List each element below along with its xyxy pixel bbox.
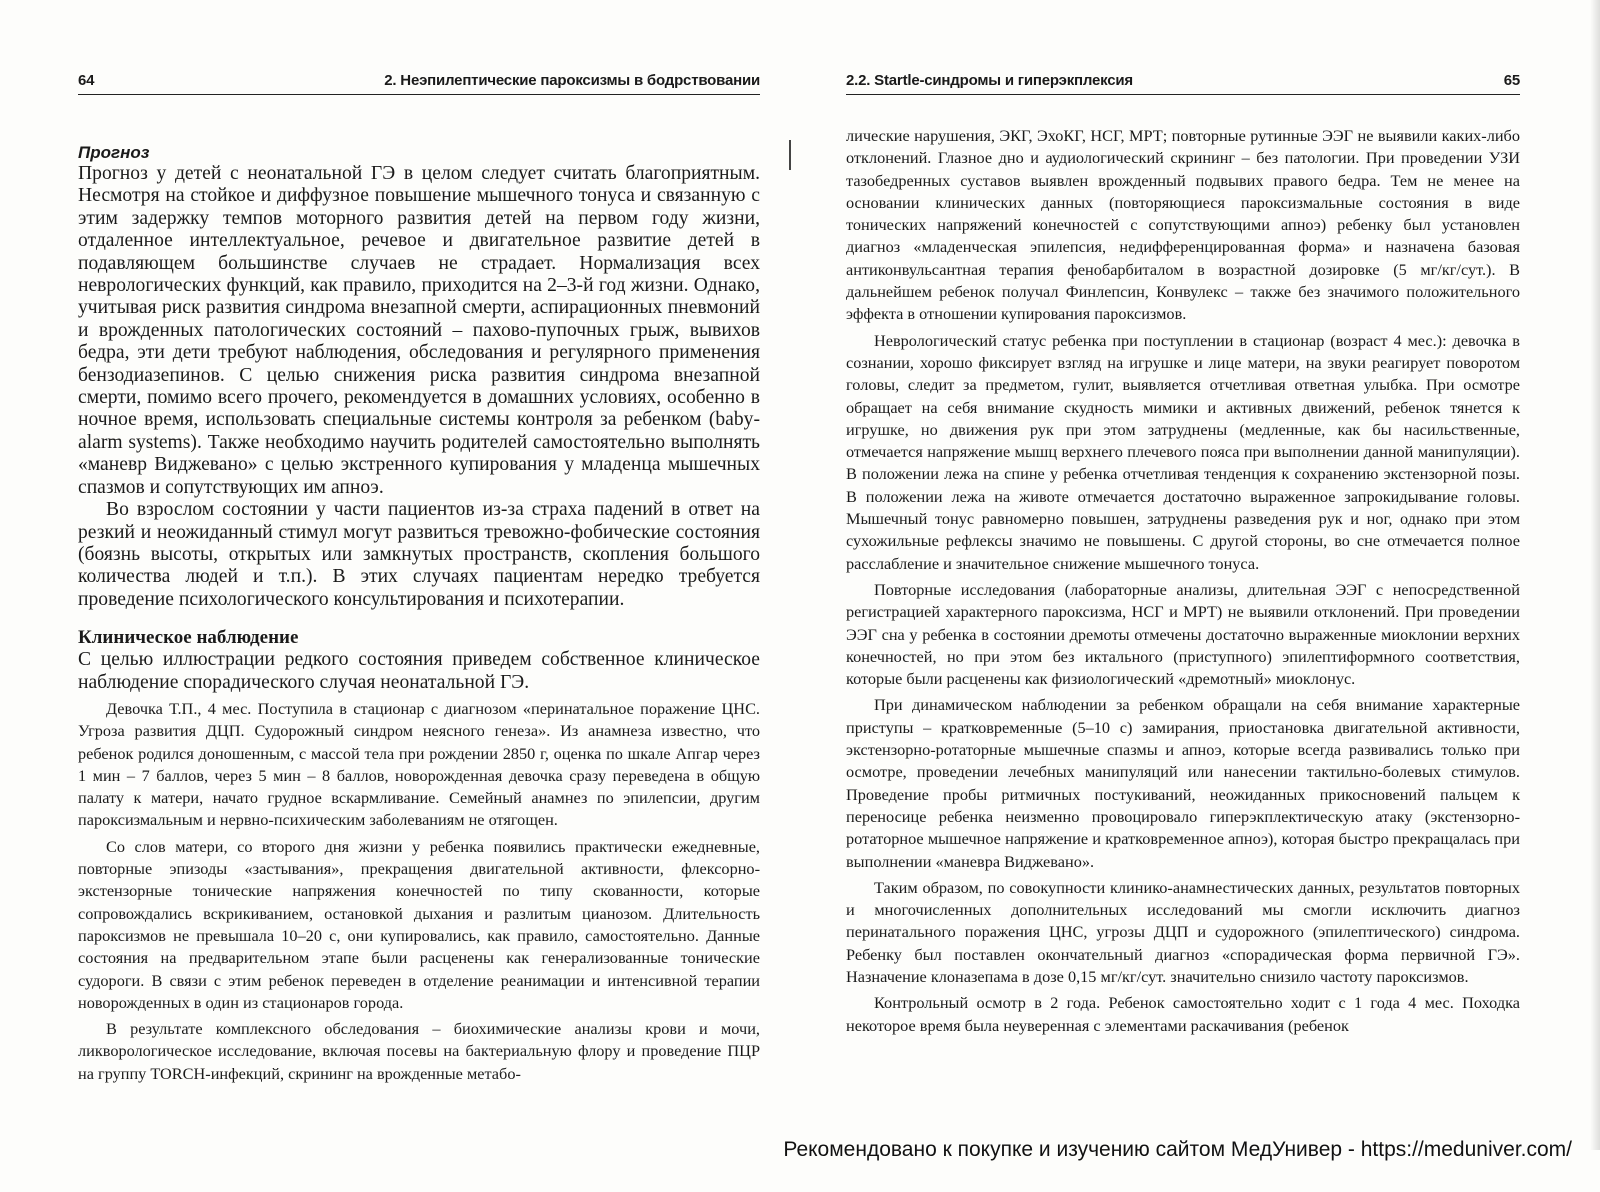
footer-watermark-text: Рекомендовано к покупке и изучению сайтом МедУнивер - https://meduniver.com/ — [783, 1138, 1572, 1161]
case-intro: С целью иллюстрации редкого состояния приведем собственное клиническое наблюдение спорадического случая неонатальной ГЭ. — [78, 649, 760, 693]
right-page-number: 65 — [1503, 72, 1520, 89]
right-running-header — [846, 72, 1520, 95]
case-paragraph-2: Со слов матери, со второго дня жизни у ребенка появились практически ежедневные, повторные эпизоды «застывания», прекращения двигательной активности, флексорно-экстензорные тонические напряжения конечностей по типу скованности, которые сопровождались вскрикиванием, остановкой дыхания и разлитым цианозом. Длительность пароксизмов не превышала 10–20 с, они купировались, как правило, самостоятельно. Данные состояния на предварительном этапе были расценены как генерализованные тонические судороги. В связи с этим ребенок переведен в отделение реанимации и интенсивной терапии новорожденных в один из стационаров города. — [78, 836, 760, 1012]
left-running-head: 2. Неэпилептические пароксизмы в бодрствовании — [384, 72, 760, 89]
left-page-case-text — [78, 698, 760, 1085]
left-page — [0, 0, 790, 1150]
left-running-header — [78, 72, 760, 95]
right-paragraph-6: Контрольный осмотр в 2 года. Ребенок самостоятельно ходит с 1 года 4 мес. Походка некоторое время была неуверенная с элементами раскачивания (ребенок — [846, 993, 1520, 1035]
right-page — [790, 0, 1600, 1150]
case-heading: Клиническое наблюдение — [78, 627, 299, 649]
case-paragraph-3: В результате комплексного обследования – биохимические анализы крови и мочи, ликворологическое исследование, включая посевы на бактериальную флору и проведение ПЦР на группу TORCH-инфекций, скрининг на врожденные метабо- — [78, 1019, 760, 1083]
right-page-body — [846, 125, 1520, 1037]
right-paragraph-4: При динамическом наблюдении за ребенком обращали на себя внимание характерные приступы – кратковременные (5–10 с) замирания, приостановка двигательной активности, экстензорно-ротаторные мышечные спазмы и апноэ, которые всегда развивались только при осмотре, проведении лечебных манипуляций или нанесении тактильно-болевых стимулов. Проведение пробы ритмичных постукиваний, неожиданных прикосновений пальцем к переносице ребенка неизменно провоцировало гиперэкплектическую атаку (экстензорно-ротаторное мышечное напряжение и кратковременное апноэ), которая быстро прекращалась при выполнении «маневра Виджевано». — [846, 695, 1520, 871]
prognosis-paragraph-2: Во взрослом состоянии у части пациентов из-за страха падений в ответ на резкий и неожиданный стимул могут развиться тревожно-фобические состояния (боязнь высоты, открытых или замкнутых пространств, скопления большого количества людей и т.п.). В этих случаях пациентам нередко требуется проведение психологического консультирования и психотерапии. — [78, 499, 760, 610]
prognosis-paragraph-1: Прогноз у детей с неонатальной ГЭ в целом следует считать благоприятным. Несмотря на стойкое и диффузное повышение мышечного тонуса и связанную с этим задержку темпов моторного развития детей на первом году жизни, отдаленное интеллектуальное, речевое и двигательное развитие детей в подавляющем большинстве случаев не страдает. Нормализация всех неврологических функций, как правило, приходится на 2–3-й год жизни. Однако, учитывая риск развития синдрома внезапной смерти, аспирационных пневмоний и врожденных патологических состояний – пахово-пупочных грыж, вывихов бедра, эти дети требуют наблюдения, обследования и регулярного применения бензодиазепинов. С целью снижения риска развития синдрома внезапной смерти, помимо всего прочего, рекомендуется в домашних условиях, особенно в ночное время, использовать специальные системы контроля за ребенком (baby-alarm systems). Также необходимо научить родителей самостоятельно выполнять «маневр Виджевано» с целью экстренного купирования у младенца мышечных спазмов и сопутствующих им апноэ. — [78, 163, 760, 498]
right-paragraph-2: Неврологический статус ребенка при поступлении в стационар (возраст 4 мес.): девочка в сознании, хорошо фиксирует взгляд на игрушке и лице матери, на звуки реагирует поворотом головы, следит за предметом, гулит, выявляется отчетливая ответная улыбка. При осмотре обращает на себя внимание скудность мимики и активных движений, ребенок тянется к игрушке, но движения рук при этом затруднены (медленные, как бы насильственные, отмечается напряжение мышц верхнего плечевого пояса при выполнении данной манипуляции). В положении лежа на спине у ребенка отчетливая тенденция к сохранению экстензорной позы. В положении лежа на животе отмечается достаточно выраженное запрокидывание головы. Мышечный тонус равномерно повышен, затруднены разведения рук и ног, однако при этом сухожильные рефлексы значимо не повышены. С другой стороны, во сне отмечается полное расслабление и значительное снижение мышечного тонуса. — [846, 330, 1520, 573]
left-page-number: 64 — [78, 72, 95, 89]
page-edge-shadow — [1590, 0, 1600, 1150]
right-paragraph-5: Таким образом, по совокупности клинико-анамнестических данных, результатов повторных и многочисленных дополнительных исследований мы смогли исключить диагноз перинатального поражения ЦНС, угрозы ДЦП и судорожного (эпилептического) синдрома. Ребенку был поставлен окончательный диагноз «спорадическая форма первичной ГЭ». Назначение клоназепама в дозе 0,15 мг/кг/сут. значительно снизило частоту пароксизмов. — [846, 877, 1520, 986]
right-paragraph-1: лические нарушения, ЭКГ, ЭхоКГ, НСГ, МРТ; повторные рутинные ЭЭГ не выявили каких-либо отклонений. Глазное дно и аудиологический скрининг – без патологии. При проведении УЗИ тазобедренных суставов выявлен врожденный подвывих правого бедра. Тем не менее на основании клинических данных (повторяющиеся пароксизмальные состояния в виде тонических напряжений конечностей с сопутствующими апноэ) ребенку был установлен диагноз «младенческая эпилепсия, недифференцированная форма» и назначена базовая антиконвульсантная терапия фенобарбиталом в возрастной дозировке (5 мг/кг/сут.). В дальнейшем ребенок получал Финлепсин, Конвулекс – также без значимого положительного эффекта в отношении купирования пароксизмов. — [846, 126, 1520, 324]
case-paragraph-1: Девочка Т.П., 4 мес. Поступила в стационар с диагнозом «перинатальное поражение ЦНС. Угроза развития ДЦП. Судорожный синдром неясного генеза». Из анамнеза известно, что ребенок родился доношенным, с массой тела при рождении 2850 г, оценка по шкале Апгар через 1 мин – 7 баллов, через 5 мин – 8 баллов, новорожденная девочка сразу переведена в общую палату к матери, начато грудное вскармливание. Семейный анамнез по эпилепсии, другим пароксизмальным и нервно-психическим заболеваниям не отягощен. — [78, 698, 760, 830]
right-running-head: 2.2. Startle-синдромы и гиперэкплексия — [846, 72, 1133, 89]
left-page-body — [78, 143, 760, 694]
prognosis-heading: Прогноз — [78, 143, 150, 162]
right-paragraph-3: Повторные исследования (лабораторные анализы, длительная ЭЭГ с непосредственной регистрацией характерного пароксизма, НСГ и МРТ) не выявили отклонений. При проведении ЭЭГ сна у ребенка в состоянии дремоты отмечены достаточно выраженные миоклонии верхних конечностей, но при этом без иктального (приступного) эпилептиформного соответствия, которые были расценены как физиологический «дремотный» миоклонус. — [846, 579, 1520, 689]
